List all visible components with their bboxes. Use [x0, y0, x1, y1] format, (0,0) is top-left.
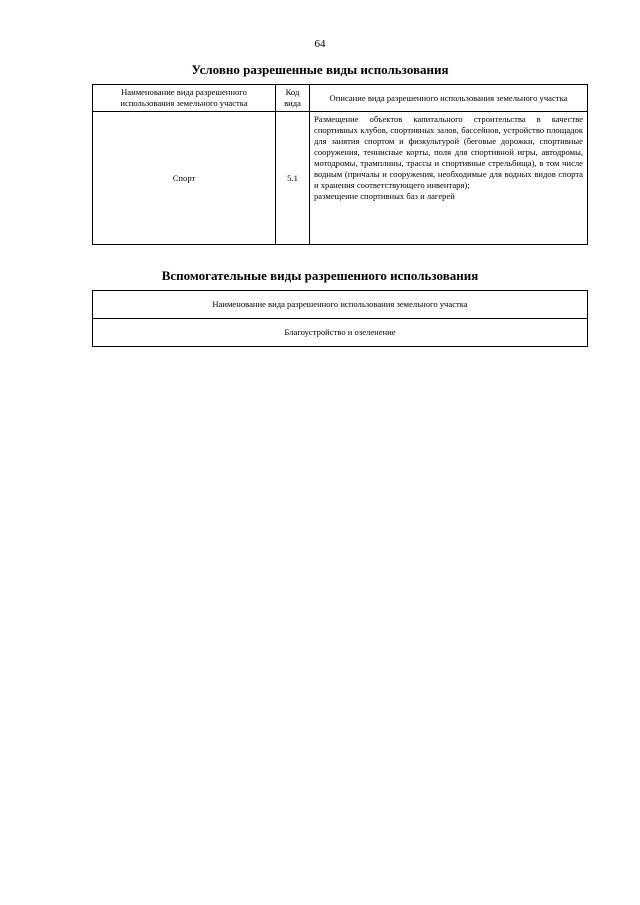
- table-row: [93, 319, 588, 347]
- page-number: 64: [314, 38, 326, 50]
- auxiliary-cell: Благоустройство и озеленение: [93, 319, 588, 347]
- description-paragraph-2: размещение спортивных баз и лагерей: [314, 191, 455, 201]
- cell-use-code: 5.1: [276, 112, 310, 245]
- cell-use-description: [310, 112, 588, 245]
- conditional-uses-table: [92, 84, 588, 245]
- header-description: Описание вида разрешенного использования земельного участка: [310, 85, 588, 112]
- auxiliary-uses-title: Вспомогательные виды разрешенного использования: [161, 268, 479, 283]
- table-header-row: [93, 85, 588, 112]
- cell-use-name: Спорт: [93, 112, 276, 245]
- header-code: Код вида: [276, 85, 310, 112]
- auxiliary-header: Наименование вида разрешенного использования земельного участка: [93, 291, 588, 319]
- table-header-row: [93, 291, 588, 319]
- description-paragraph-1: Размещение объектов капитального строительства в качестве спортивных клубов, спортивных залов, бассейнов, устройство площадок для занятия спортом и физкультурой (беговые дорожки, спортивные сооружения, теннисные корты, поля для спортивной игры, автодромы, мотодромы, трамплины, трассы и спортивные стрельбища), в том числе водным (причалы и сооружения, необходимые для водных видов спорта и хранения соответствующего инвентаря);: [314, 114, 583, 190]
- auxiliary-uses-table: [92, 290, 588, 347]
- header-name: Наименование вида разрешенного использования земельного участка: [93, 85, 276, 112]
- conditional-uses-title: Условно разрешенные виды использования: [191, 62, 449, 77]
- table-row: [93, 112, 588, 245]
